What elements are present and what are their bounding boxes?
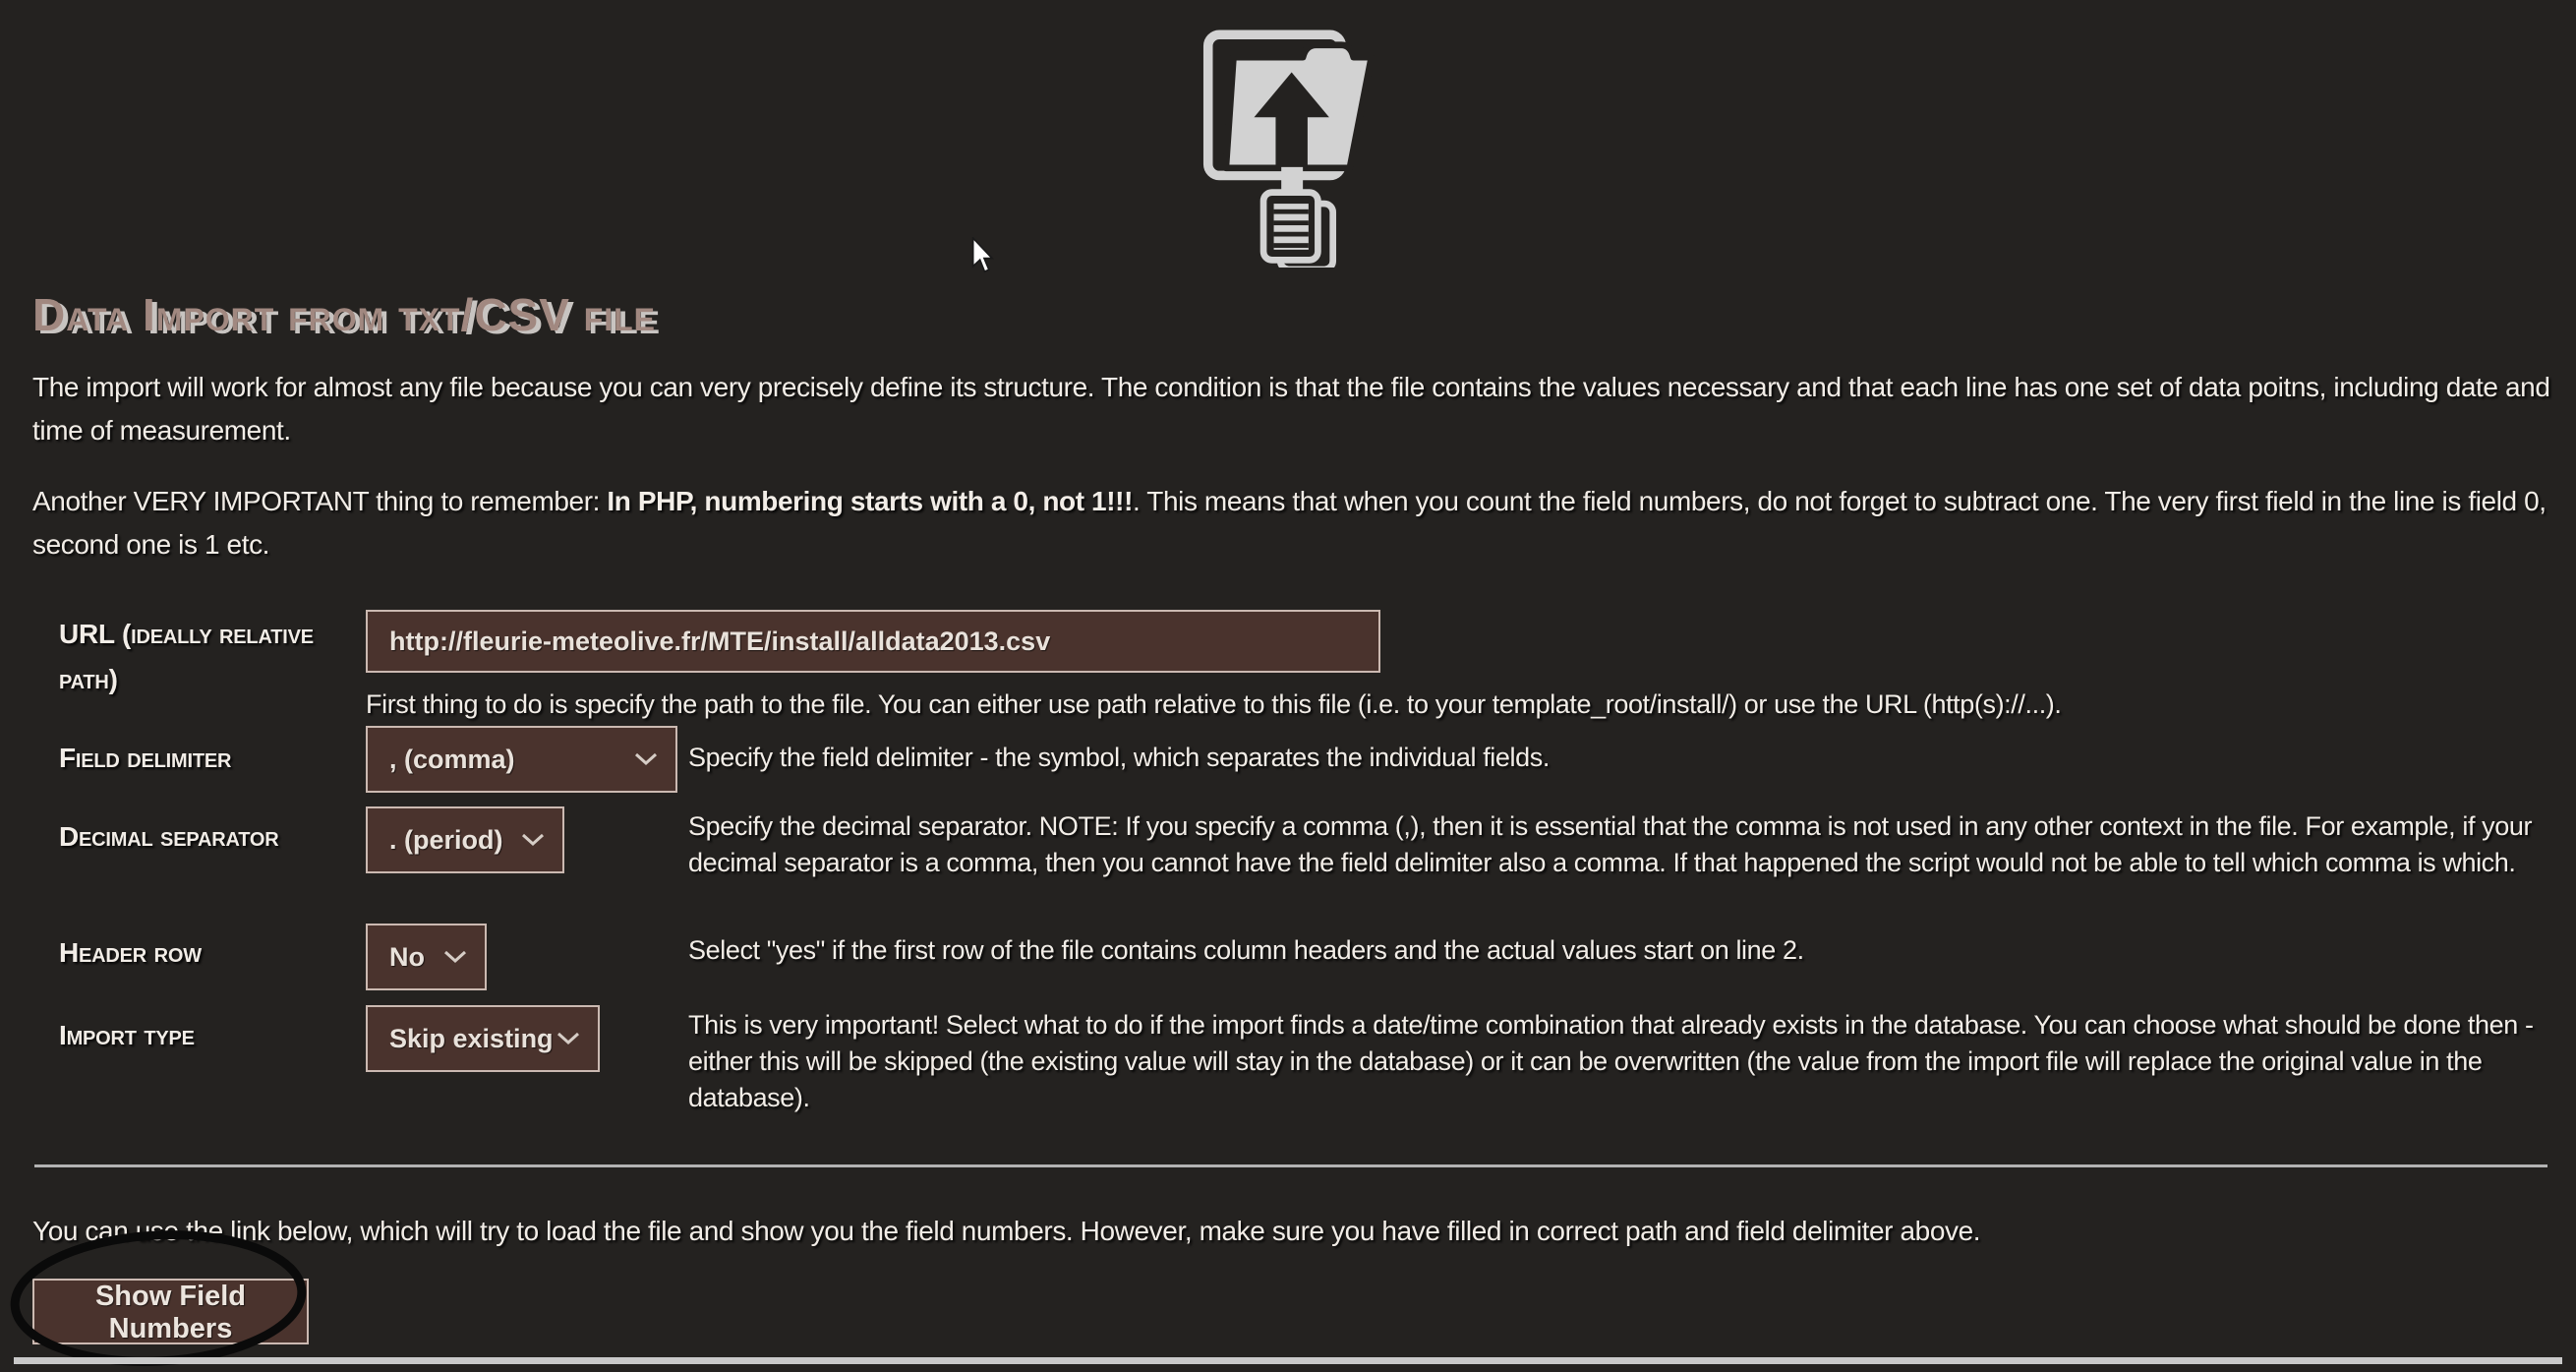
import-type-select[interactable] xyxy=(366,1005,600,1072)
mouse-pointer-icon xyxy=(971,237,997,276)
field-delimiter-select[interactable] xyxy=(366,726,677,793)
header-row-help-text: Select "yes" if the first row of the file contains column headers and the actual values start on line 2. xyxy=(688,935,1804,965)
decimal-separator-selected-value: . (period) xyxy=(389,824,503,855)
header-row-select[interactable] xyxy=(366,924,487,990)
header-row-label: Header row xyxy=(59,937,202,968)
intro-p2-text: Another VERY IMPORTANT thing to remember: xyxy=(32,486,608,516)
import-type-selected-value: Skip existing xyxy=(389,1023,554,1053)
decimal-separator-select[interactable] xyxy=(366,806,564,873)
intro-p2-text-after: . This means that when you count the field numbers, do not forget to subtract one. The very first field in the line is field 0, second one is 1 etc. xyxy=(32,486,2547,560)
chevron-down-icon xyxy=(521,833,545,847)
url-input[interactable] xyxy=(366,610,1380,673)
chevron-down-icon xyxy=(556,1032,580,1045)
intro-paragraph-1: The import will work for almost any file because you can very precisely define its structure. The condition is that the file contains the values necessary and that each line has one set of data poitns, including date and time of measurement. xyxy=(32,372,2550,446)
horizontal-divider xyxy=(34,1164,2547,1167)
footer-note-text: You can use the link below, which will try to load the file and show you the field numbers. However, make sure you have filled in correct path and field delimiter above. xyxy=(32,1216,1981,1246)
decimal-separator-label: Decimal separator xyxy=(59,821,279,852)
import-type-help-text: This is very important! Select what to do if the import finds a date/time combination that already exists in the database. You can choose what should be done then - either this will be skipped (the existing value will stay in the database) or it can be overwritten (the value from the import file will replace the original value in the database). xyxy=(688,1010,2534,1112)
show-field-numbers-button[interactable]: Show Field Numbers xyxy=(32,1279,309,1344)
folder-file-import-icon xyxy=(1201,20,1389,268)
chevron-down-icon xyxy=(634,752,658,766)
page-title: Data Import from txt/CSV file xyxy=(32,289,657,340)
header-row-selected-value: No xyxy=(389,941,425,972)
field-delimiter-help-text: Specify the field delimiter - the symbol, which separates the individual fields. xyxy=(688,743,1550,772)
url-field-label: URL (ideally relative path) xyxy=(59,619,314,694)
decimal-separator-help-text: Specify the decimal separator. NOTE: If you specify a comma (,), then it is essential that the comma is not used in any other context in the file. For example, if your decimal separator is a comma, then you cannot have the field delimiter also a comma. If that happened the script would not be able to tell which comma is which. xyxy=(688,811,2533,877)
chevron-down-icon xyxy=(443,950,467,964)
field-delimiter-selected-value: , (comma) xyxy=(389,744,515,774)
intro-paragraph-2 xyxy=(32,480,2559,567)
import-type-label: Import type xyxy=(59,1020,195,1050)
field-delimiter-label: Field delimiter xyxy=(59,743,232,773)
intro-p2-bold-text: In PHP, numbering starts with a 0, not 1!!! xyxy=(607,486,1133,516)
url-help-text: First thing to do is specify the path to the file. You can either use path relative to this file (i.e. to your template_root/install/) or use the URL (http(s)://...). xyxy=(366,689,2062,719)
bottom-cutoff-divider xyxy=(14,1357,2562,1364)
